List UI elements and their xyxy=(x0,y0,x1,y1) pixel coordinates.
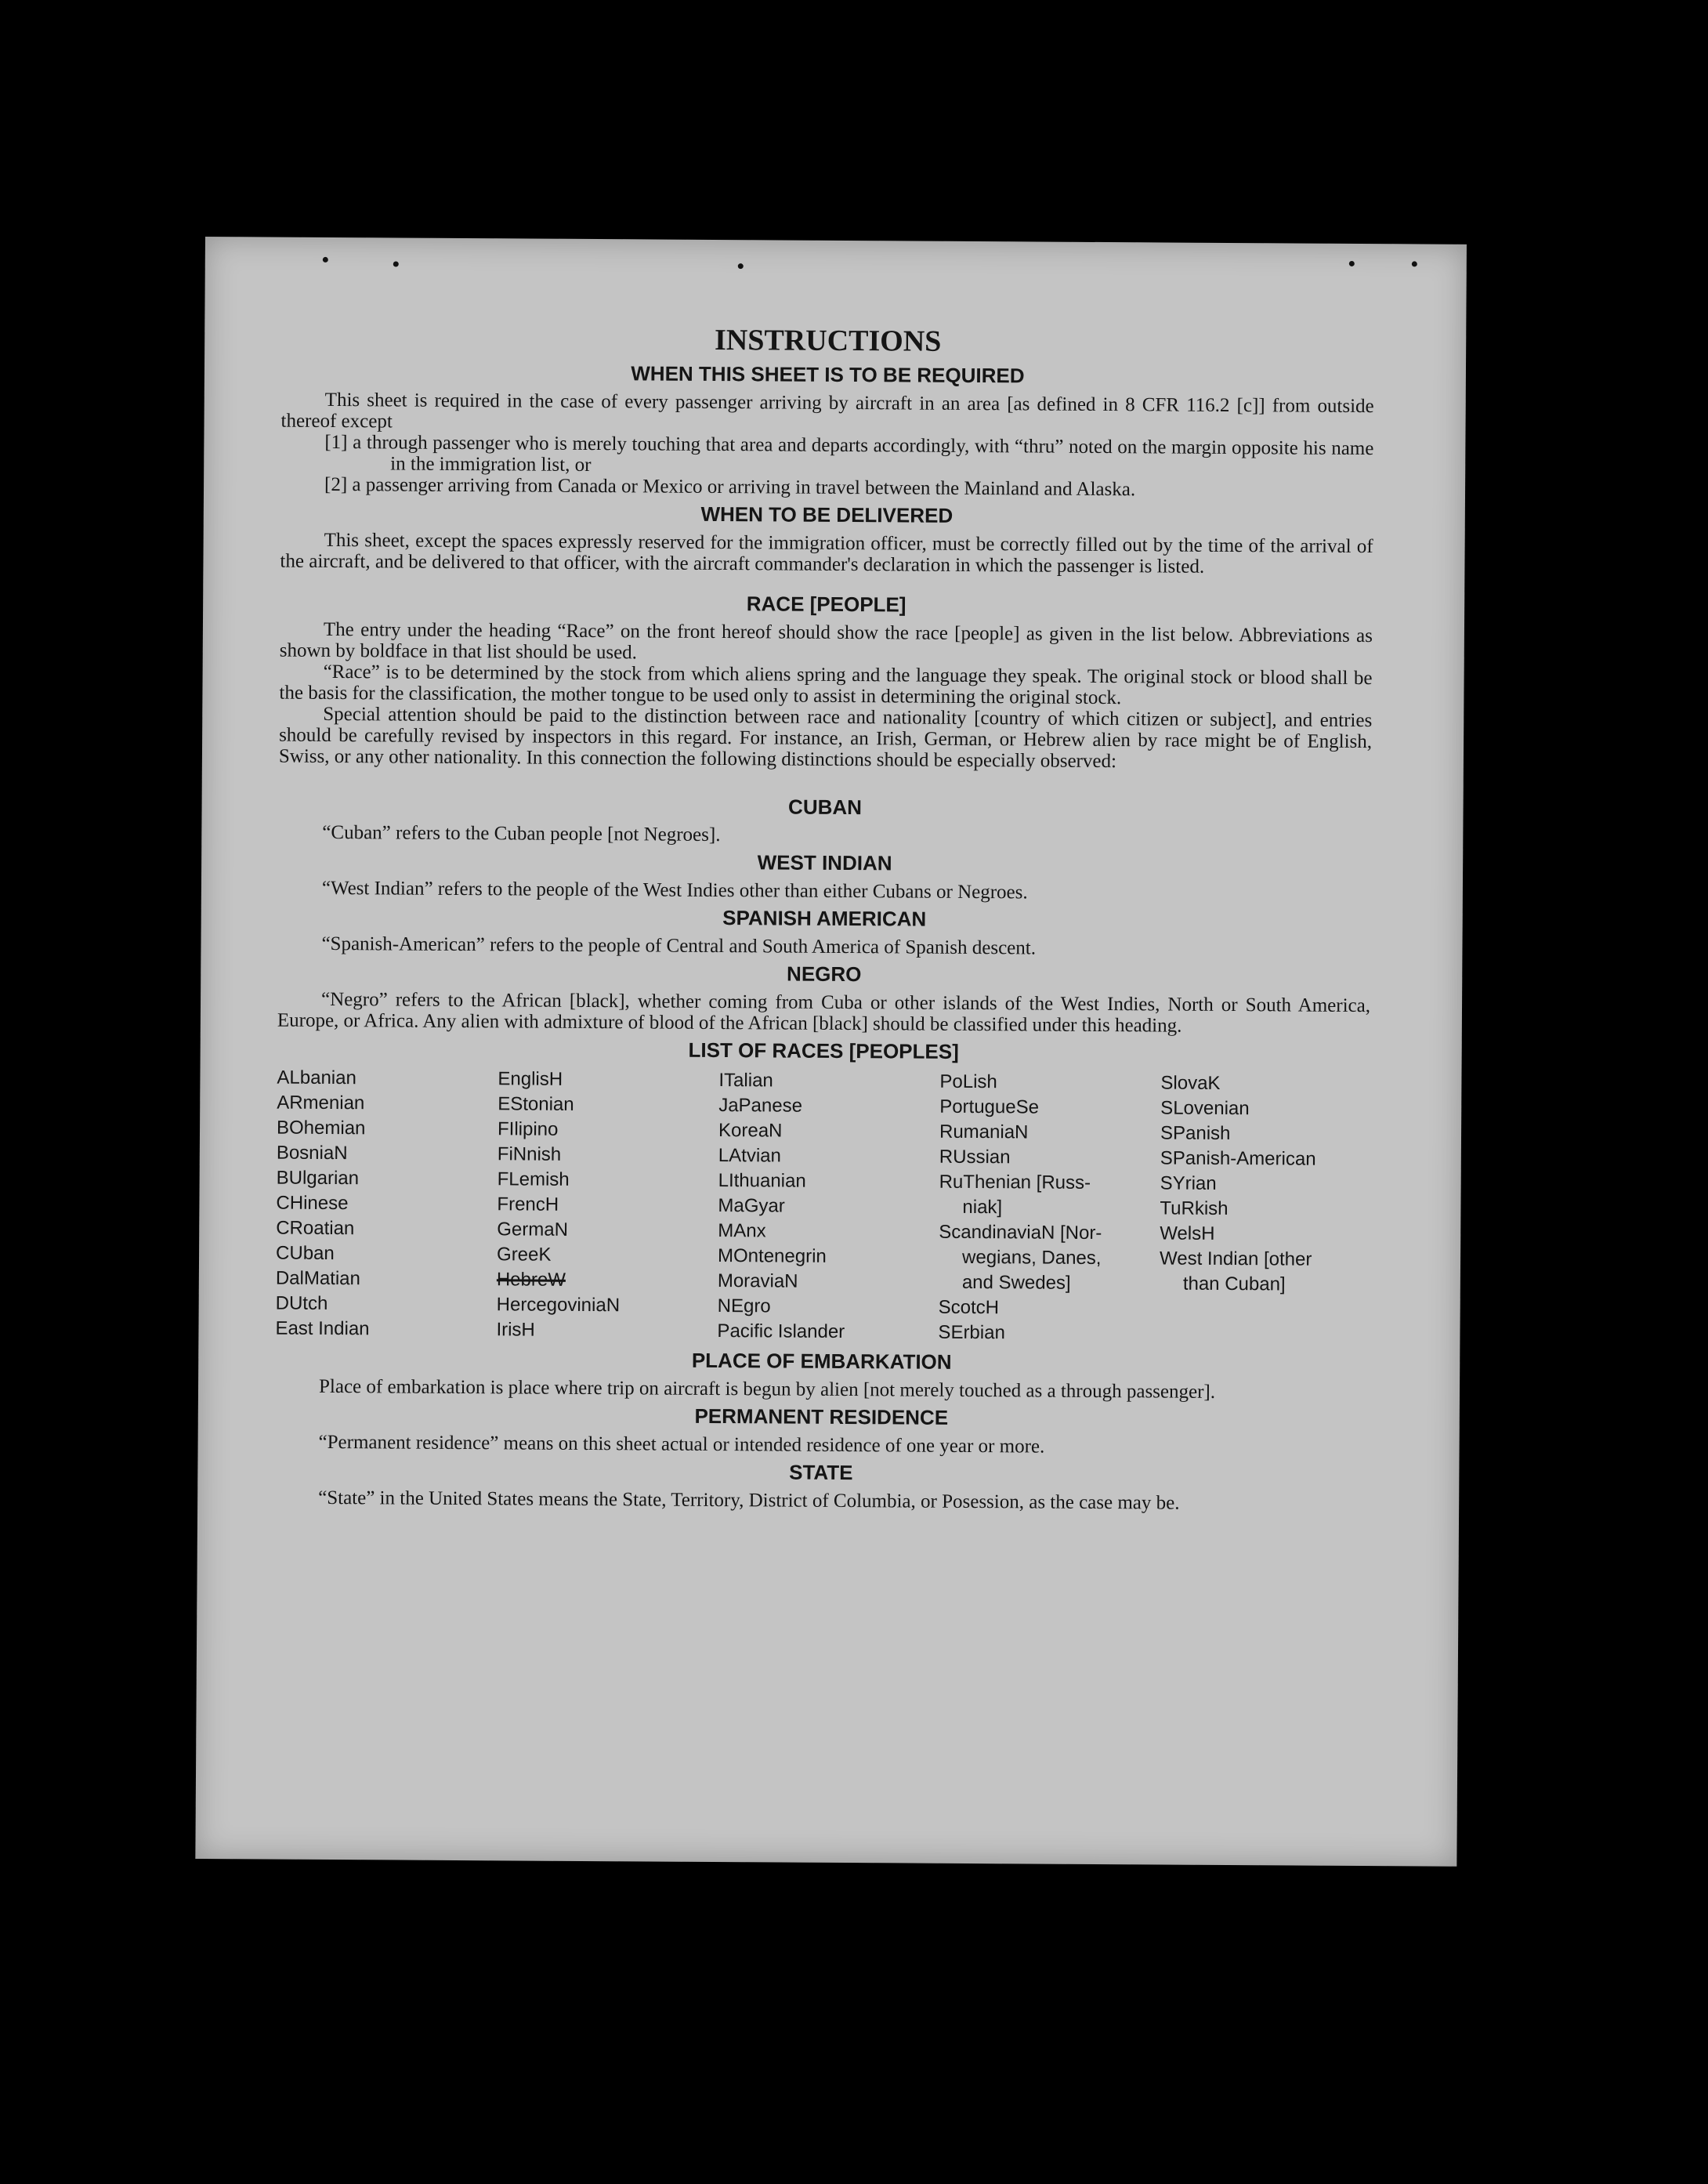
heading-race: RACE [PEOPLE] xyxy=(746,592,906,617)
race-item: PortugueSe xyxy=(939,1096,1040,1118)
race-item-continued: niak] xyxy=(962,1196,1003,1219)
embarkation-body: Place of embarkation is place where trip on aircraft is begun by alien [not merely touched as a through passenger]. xyxy=(318,1375,1216,1403)
race-item: GermaN xyxy=(497,1219,569,1240)
races-column-5 xyxy=(1159,1070,1381,1348)
punch-hole xyxy=(1412,261,1417,266)
race-item: CHinese xyxy=(276,1192,349,1215)
race-item: MaGyar xyxy=(718,1195,785,1217)
heading-negro: NEGRO xyxy=(787,962,862,987)
race-item: EStonian xyxy=(498,1093,574,1115)
race-item: GreeK xyxy=(496,1244,552,1266)
heading-when-delivered: WHEN TO BE DELIVERED xyxy=(700,502,954,527)
race-item: PoLish xyxy=(939,1070,997,1093)
race-item: ITalian xyxy=(718,1070,773,1092)
races-column-4 xyxy=(938,1070,1160,1347)
race-item-continued: than Cuban] xyxy=(1182,1273,1286,1295)
race-item: NEgro xyxy=(717,1295,771,1317)
heading-west-indian: WEST INDIAN xyxy=(757,850,892,875)
race-item: BOhemian xyxy=(276,1117,366,1139)
race-item: East Indian xyxy=(275,1317,370,1340)
race-item: CRoatian xyxy=(276,1217,355,1240)
document-sheet xyxy=(195,237,1467,1867)
race-paragraph-2: “Race” is to be determined by the stock from which aliens spring and the language they speak. The original stock or blood shall be the basis for the classification, the mother tongue to be used only to assist in determining the original stock. xyxy=(279,661,1373,709)
cuban-body: “Cuban” refers to the Cuban people [not Negroes]. xyxy=(322,821,721,846)
races-column-2 xyxy=(496,1067,718,1344)
race-item: ALbanian xyxy=(277,1067,356,1089)
race-item: MAnx xyxy=(718,1220,766,1242)
race-item: Pacific Islander xyxy=(717,1320,845,1343)
race-item: SlovaK xyxy=(1160,1072,1221,1094)
when-required-item-1: [1] a through passenger who is merely touching that area and departs accordingly, with “thru” noted on the margin opposite his name in the immigration list, or xyxy=(324,431,1374,476)
page-title: INSTRUCTIONS xyxy=(714,323,942,358)
race-item: BUlgarian xyxy=(276,1167,360,1190)
race-item: JaPanese xyxy=(718,1095,803,1117)
race-item: BosniaN xyxy=(276,1142,348,1164)
state-body: “State” in the United States means the State, Territory, District of Columbia, or Posession, as the case may be. xyxy=(318,1487,1180,1514)
race-item: FiNnish xyxy=(497,1143,562,1165)
permanent-residence-body: “Permanent residence” means on this sheet actual or intended residence of one year or more. xyxy=(318,1431,1045,1458)
west-indian-body: “West Indian” refers to the people of the West Indies other than either Cubans or Negroes. xyxy=(321,877,1028,904)
race-item: DalMatian xyxy=(275,1267,361,1290)
race-item: FLemish xyxy=(497,1168,570,1190)
races-list xyxy=(275,1066,1370,1349)
race-item: IrisH xyxy=(496,1319,535,1341)
race-item: SYrian xyxy=(1160,1172,1217,1194)
races-column-3 xyxy=(717,1068,939,1346)
race-paragraph-3: Special attention should be paid to the distinction between race and nationality [country of which citizen or subject], and entries should be carefully revised by inspectors in this regard. For instance, an Irish, German, or Hebrew alien by race might be of English, Swiss, or any other nationality. In this connection the following distinctions should be especially observed: xyxy=(278,703,1373,773)
race-item: ARmenian xyxy=(277,1092,365,1114)
when-required-intro: This sheet is required in the case of every passenger arriving by aircraft in an area [as defined in 8 CFR 116.2 [c]] from outside thereof except xyxy=(280,389,1374,433)
race-item: SPanish-American xyxy=(1160,1147,1316,1170)
punch-hole xyxy=(323,257,328,263)
race-item: CUban xyxy=(275,1242,335,1265)
race-item: DUtch xyxy=(275,1292,328,1314)
heading-spanish-american: SPANISH AMERICAN xyxy=(722,906,927,931)
race-item-continued: and Swedes] xyxy=(961,1271,1071,1294)
race-item: West Indian [other xyxy=(1159,1248,1312,1270)
race-item: RUssian xyxy=(939,1146,1011,1168)
heading-when-required: WHEN THIS SHEET IS TO BE REQUIRED xyxy=(631,361,1025,388)
race-item: SLovenian xyxy=(1160,1097,1250,1120)
when-delivered-body: This sheet, except the spaces expressly reserved for the immigration officer, must be correctly filled out by the time of the arrival of the aircraft, and be delivered to that officer, with the aircraft commander's declaration in which the passenger is listed. xyxy=(280,529,1373,578)
race-item: LAtvian xyxy=(718,1145,781,1167)
race-item: SErbian xyxy=(938,1321,1005,1344)
when-required-item-2: [2] a passenger arriving from Canada or Mexico or arriving in travel between the Mainland and Alaska. xyxy=(324,473,1136,501)
race-item: TuRkish xyxy=(1160,1197,1229,1219)
punch-hole xyxy=(393,261,399,266)
race-paragraph-1: The entry under the heading “Race” on the front hereof should show the race [people] as given in the list below. Abbreviations as shown by boldface in that list should be used. xyxy=(279,618,1373,664)
race-item: RuThenian [Russ- xyxy=(939,1171,1091,1193)
race-item: KoreaN xyxy=(718,1120,783,1142)
instructions-content xyxy=(274,321,1374,1515)
race-item-continued: wegians, Danes, xyxy=(961,1246,1102,1269)
negro-body: “Negro” refers to the African [black], whether coming from Cuba or other islands of the West Indies, North or South America, Europe, or Africa. Any alien with admixture of blood of the African [black] should be classified under this heading. xyxy=(277,988,1371,1037)
race-item: ScotcH xyxy=(938,1296,1000,1319)
spanish-american-body: “Spanish-American” refers to the people of Central and South America of Spanish descent. xyxy=(321,933,1037,959)
race-item: EnglisH xyxy=(498,1068,563,1090)
race-item: HercegoviniaN xyxy=(496,1294,621,1317)
race-item: WelsH xyxy=(1160,1222,1215,1244)
race-item: MoraviaN xyxy=(717,1270,798,1292)
race-item: FIlipino xyxy=(497,1118,559,1140)
heading-embarkation: PLACE OF EMBARKATION xyxy=(691,1348,952,1374)
race-item-struck-through: HebreW xyxy=(496,1269,566,1291)
heading-state: STATE xyxy=(789,1460,853,1485)
punch-hole xyxy=(1349,261,1355,266)
race-item: RumaniaN xyxy=(939,1121,1029,1143)
race-item: FrencH xyxy=(497,1193,559,1215)
heading-races-list: LIST OF RACES [PEOPLES] xyxy=(688,1038,959,1063)
race-item: SPanish xyxy=(1160,1122,1231,1145)
race-item: LIthuanian xyxy=(718,1170,806,1192)
races-column-1 xyxy=(275,1066,498,1343)
heading-cuban: CUBAN xyxy=(788,795,863,820)
heading-permanent-residence: PERMANENT RESIDENCE xyxy=(694,1403,949,1429)
race-item: ScandinaviaN [Nor- xyxy=(939,1221,1102,1244)
race-item: MOntenegrin xyxy=(717,1245,827,1267)
punch-hole xyxy=(738,263,744,269)
